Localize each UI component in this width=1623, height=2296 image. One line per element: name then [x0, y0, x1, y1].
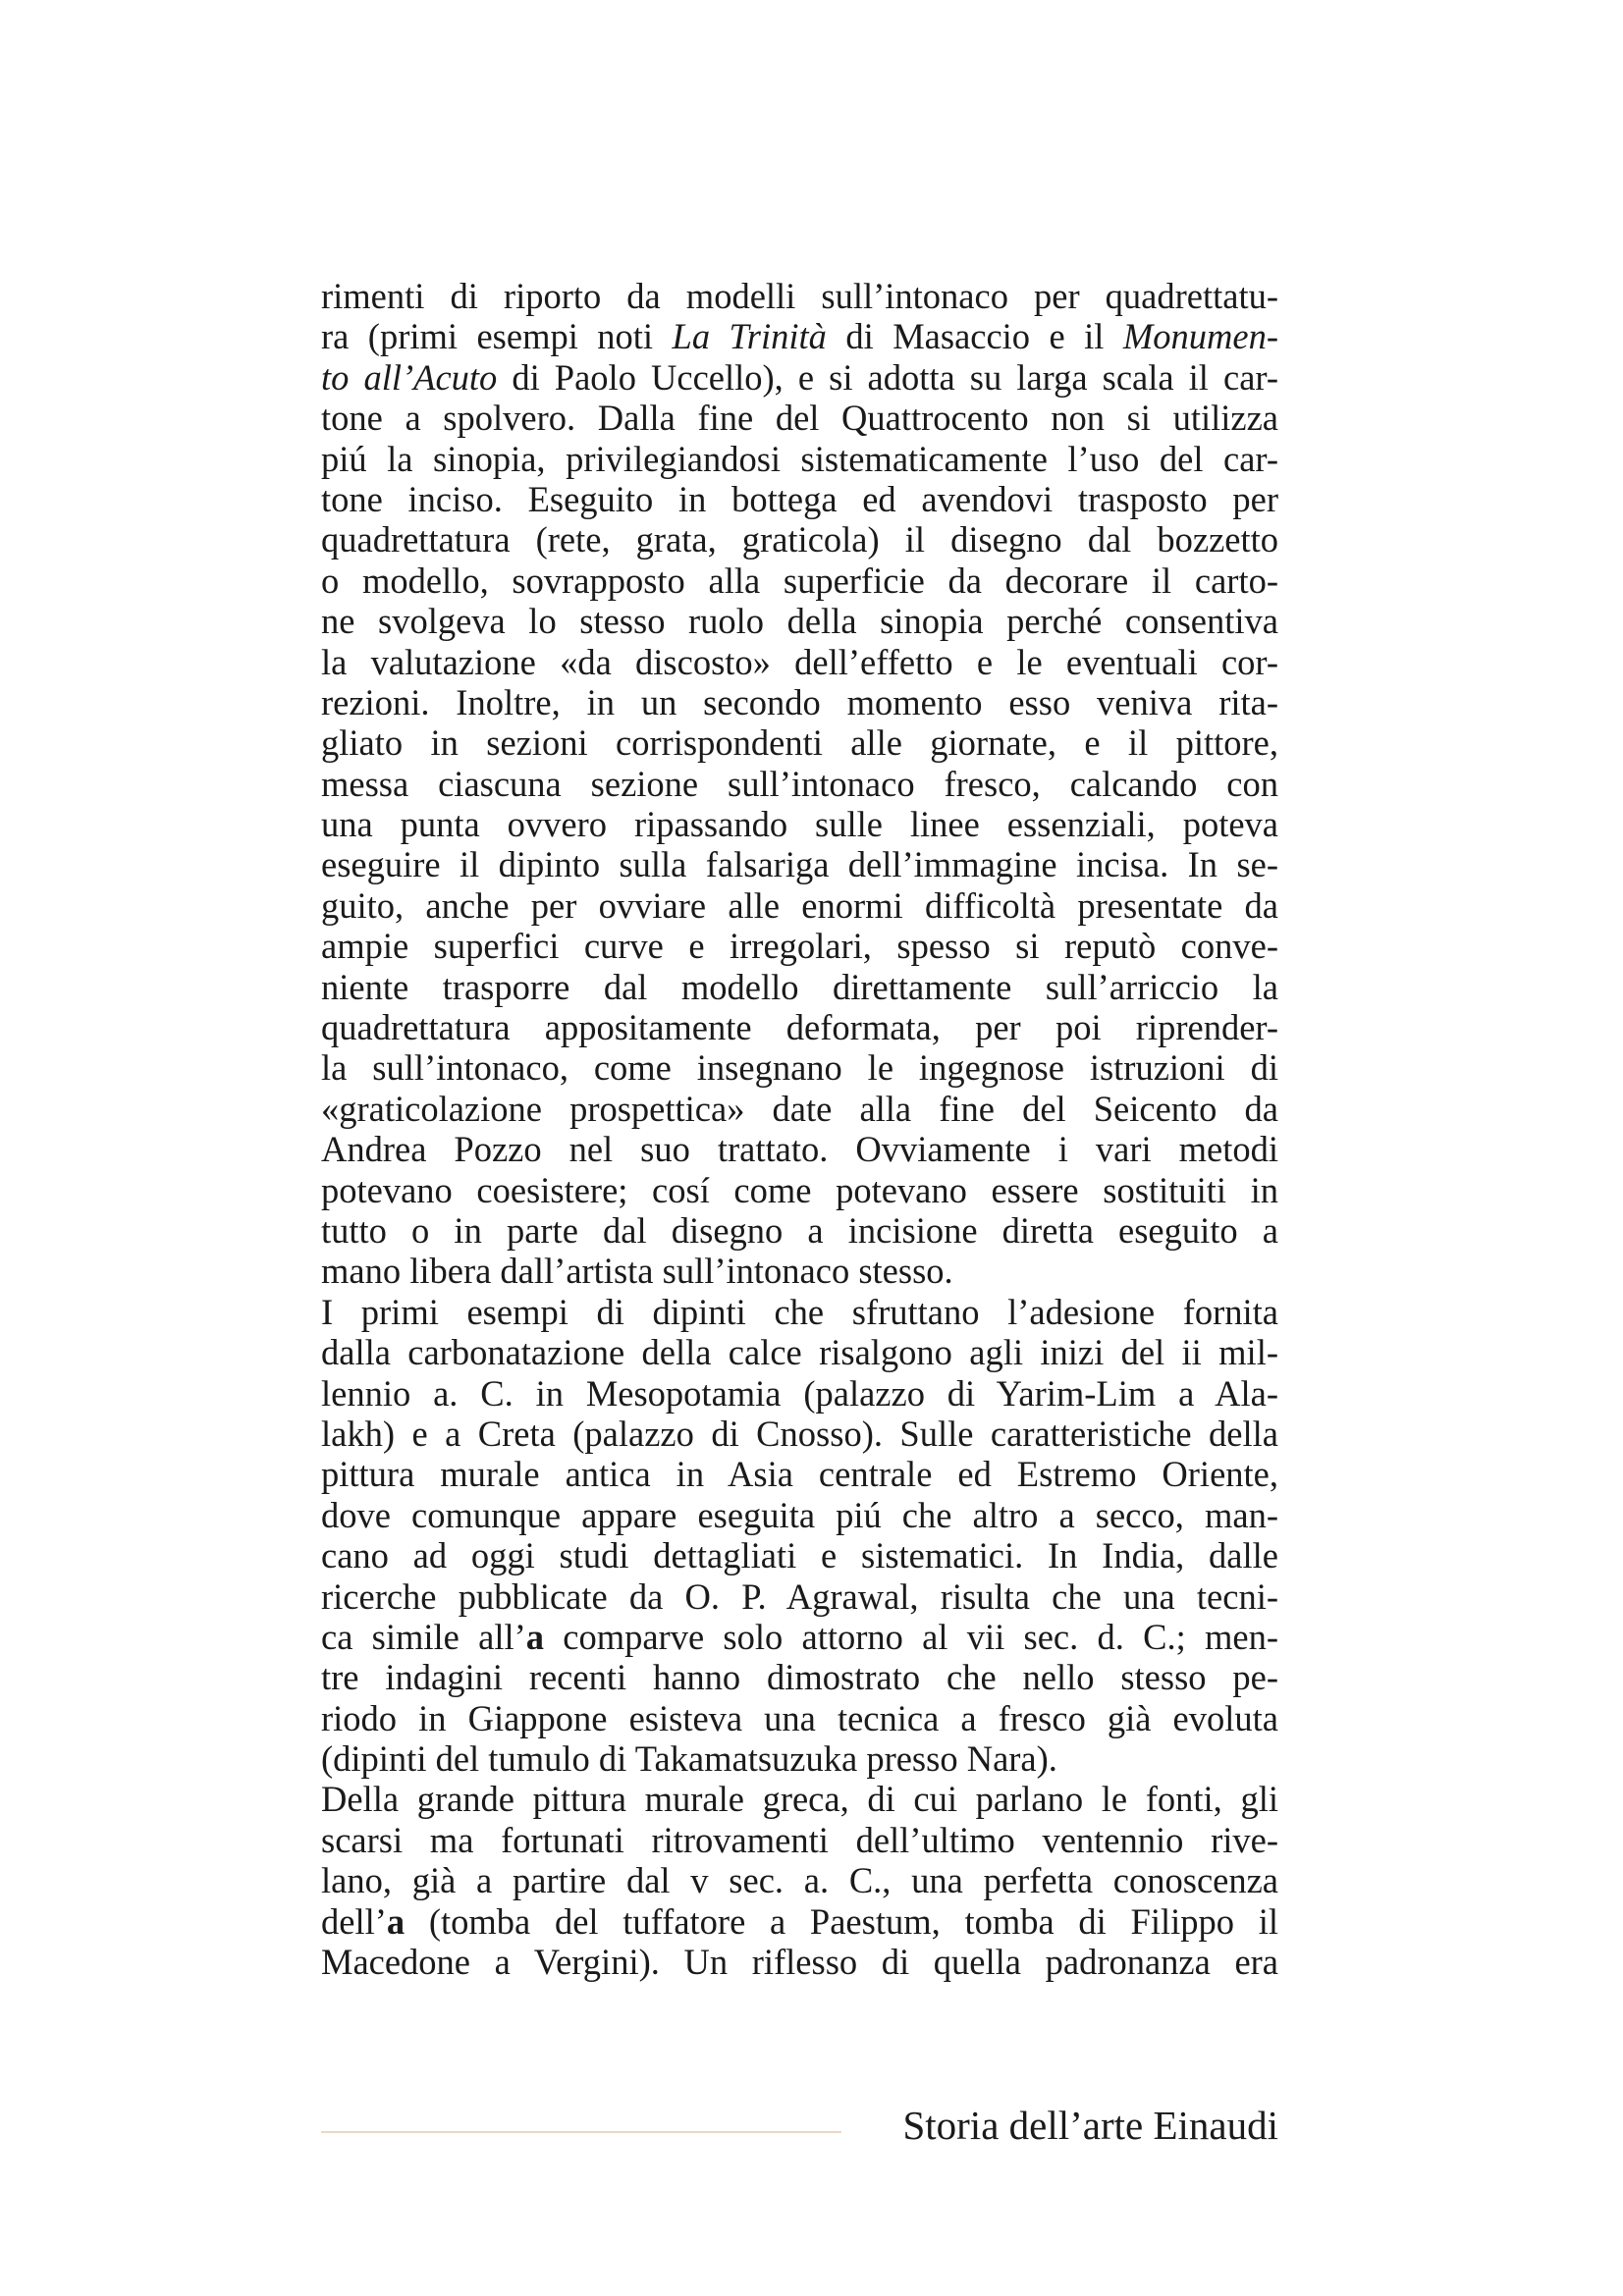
text-segment: rezioni. Inoltre, in un secondo momento esso veniva rita-	[321, 681, 1278, 722]
text-segment: cano ad oggi studi dettagliati e sistematici. In India, dalle	[321, 1535, 1278, 1576]
text-segment: pittura murale antica in Asia centrale ed Estremo Oriente,	[321, 1454, 1278, 1495]
text-line	[321, 1495, 1278, 1535]
text-segment: di Masaccio e il	[826, 316, 1123, 357]
text-line	[321, 1820, 1278, 1860]
text-segment: (dipinti del tumulo di Takamatsuzuka presso Nara).	[321, 1738, 1057, 1780]
text-line	[321, 885, 1278, 926]
text-segment: tre indagini recenti hanno dimostrato che nello stesso pe-	[321, 1657, 1278, 1698]
text-segment: piú la sinopia, privilegiandosi sistematicamente l’uso del car-	[321, 438, 1278, 479]
text-line	[321, 1047, 1278, 1088]
text-segment: rimenti di riporto da modelli sull’intonaco per quadrettatu-	[321, 276, 1278, 316]
text-line	[321, 804, 1278, 844]
footer-rule	[321, 2131, 841, 2133]
text-line	[321, 1576, 1278, 1617]
text-line	[321, 1657, 1278, 1697]
text-segment: scarsi ma fortunati ritrovamenti dell’ultimo ventennio rive-	[321, 1819, 1278, 1860]
text-line	[321, 1942, 1278, 1982]
text-line	[321, 1210, 1278, 1251]
text-segment: Macedone a Vergini). Un riflesso di quella padronanza era	[321, 1942, 1278, 1983]
text-line	[321, 682, 1278, 722]
text-segment: Andrea Pozzo nel suo trattato. Ovviamente i vari metodi	[321, 1129, 1278, 1170]
text-line	[321, 967, 1278, 1007]
text-segment: ampie superfici curve e irregolari, spesso si reputò conve-	[321, 926, 1278, 967]
text-line	[321, 1129, 1278, 1169]
text-segment: ca simile all’	[321, 1616, 526, 1657]
text-line	[321, 439, 1278, 479]
text-line	[321, 642, 1278, 682]
text-segment: quadrettatura (rete, grata, graticola) il disegno dal bozzetto	[321, 519, 1278, 561]
text-segment: tone inciso. Eseguito in bottega ed avendovi trasposto per	[321, 478, 1278, 519]
text-segment: (tomba del tuffatore a Paestum, tomba di Filippo il	[405, 1900, 1278, 1942]
text-segment: Della grande pittura murale greca, di cui parlano le fonti, gli	[321, 1779, 1278, 1820]
text-segment: messa ciascuna sezione sull’intonaco fresco, calcando con	[321, 763, 1278, 804]
text-segment: tone a spolvero. Dalla fine del Quattrocento non si utilizza	[321, 398, 1278, 439]
text-segment: o modello, sovrapposto alla superficie da decorare il carto-	[321, 560, 1278, 601]
bold-abbreviation: a	[525, 1616, 545, 1657]
text-line	[321, 1292, 1278, 1332]
text-line	[321, 1901, 1278, 1942]
italic-title: La Trinità	[672, 316, 827, 357]
text-segment: lakh) e a Creta (palazzo di Cnosso). Sulle caratteristiche della	[321, 1413, 1278, 1454]
text-line	[321, 1251, 1278, 1291]
text-line	[321, 1698, 1278, 1738]
text-segment: di Paolo Uccello), e si adotta su larga scala il car-	[497, 356, 1278, 398]
text-segment: la valutazione «da discosto» dell’effetto e le eventuali cor-	[321, 641, 1278, 682]
text-segment: una punta ovvero ripassando sulle linee essenziali, poteva	[321, 804, 1278, 845]
bold-abbreviation: a	[386, 1900, 406, 1942]
text-line	[321, 519, 1278, 560]
text-segment: la sull’intonaco, come insegnano le ingegnose istruzioni di	[321, 1047, 1278, 1089]
text-line	[321, 276, 1278, 316]
text-segment: guito, anche per ovviare alle enormi difficoltà presentate da	[321, 884, 1278, 926]
text-segment: I primi esempi di dipinti che sfruttano l’adesione fornita	[321, 1291, 1278, 1332]
text-line	[321, 764, 1278, 804]
italic-title: to all’Acuto	[321, 356, 498, 398]
text-segment: quadrettatura appositamente deformata, per poi riprender-	[321, 1007, 1278, 1048]
text-line	[321, 1373, 1278, 1414]
text-segment: dell’	[321, 1900, 387, 1942]
text-line	[321, 1860, 1278, 1900]
text-line	[321, 1089, 1278, 1129]
text-line	[321, 1738, 1278, 1779]
text-segment: riodo in Giappone esisteva una tecnica a fresco già evoluta	[321, 1697, 1278, 1738]
text-segment: lennio a. C. in Mesopotamia (palazzo di Yarim-Lim a Ala-	[321, 1372, 1278, 1414]
text-segment: mano libera dall’artista sull’intonaco stesso.	[321, 1251, 953, 1292]
text-line	[321, 1170, 1278, 1210]
text-line	[321, 1779, 1278, 1819]
text-line	[321, 561, 1278, 601]
text-line	[321, 398, 1278, 438]
text-segment: tutto o in parte dal disegno a incisione diretta eseguito a	[321, 1209, 1278, 1251]
text-line	[321, 601, 1278, 641]
text-line	[321, 1535, 1278, 1575]
text-segment: ra (primi esempi noti	[321, 316, 673, 357]
body-text	[321, 276, 1278, 1982]
text-segment: dalla carbonatazione della calce risalgono agli inizi del ii mil-	[321, 1332, 1278, 1373]
text-line	[321, 926, 1278, 966]
text-segment: «graticolazione prospettica» date alla fine del Seicento da	[321, 1088, 1278, 1129]
text-line	[321, 316, 1278, 356]
text-line	[321, 357, 1278, 398]
text-line	[321, 1007, 1278, 1047]
text-line	[321, 1414, 1278, 1454]
footer-publisher: Storia dell’arte Einaudi	[902, 2103, 1278, 2148]
text-line	[321, 722, 1278, 763]
text-line	[321, 1454, 1278, 1494]
text-segment: ricerche pubblicate da O. P. Agrawal, risulta che una tecni-	[321, 1575, 1278, 1617]
italic-title: Monumen-	[1122, 316, 1278, 357]
text-line	[321, 1617, 1278, 1657]
text-segment: potevano coesistere; cosí come potevano essere sostituiti in	[321, 1169, 1278, 1210]
page-footer	[321, 2101, 1278, 2160]
text-segment: ne svolgeva lo stesso ruolo della sinopia perché consentiva	[321, 601, 1278, 642]
text-segment: gliato in sezioni corrispondenti alle giornate, e il pittore,	[321, 722, 1278, 764]
text-segment: comparve solo attorno al vii sec. d. C.; men-	[544, 1616, 1278, 1657]
text-segment: dove comunque appare eseguita piú che altro a secco, man-	[321, 1494, 1278, 1535]
text-line	[321, 844, 1278, 884]
text-line	[321, 1332, 1278, 1372]
text-line	[321, 479, 1278, 519]
text-segment: niente trasporre dal modello direttamente sull’arriccio la	[321, 966, 1278, 1007]
text-segment: eseguire il dipinto sulla falsariga dell’immagine incisa. In se-	[321, 844, 1278, 885]
text-segment: lano, già a partire dal v sec. a. C., una perfetta conoscenza	[321, 1860, 1278, 1901]
